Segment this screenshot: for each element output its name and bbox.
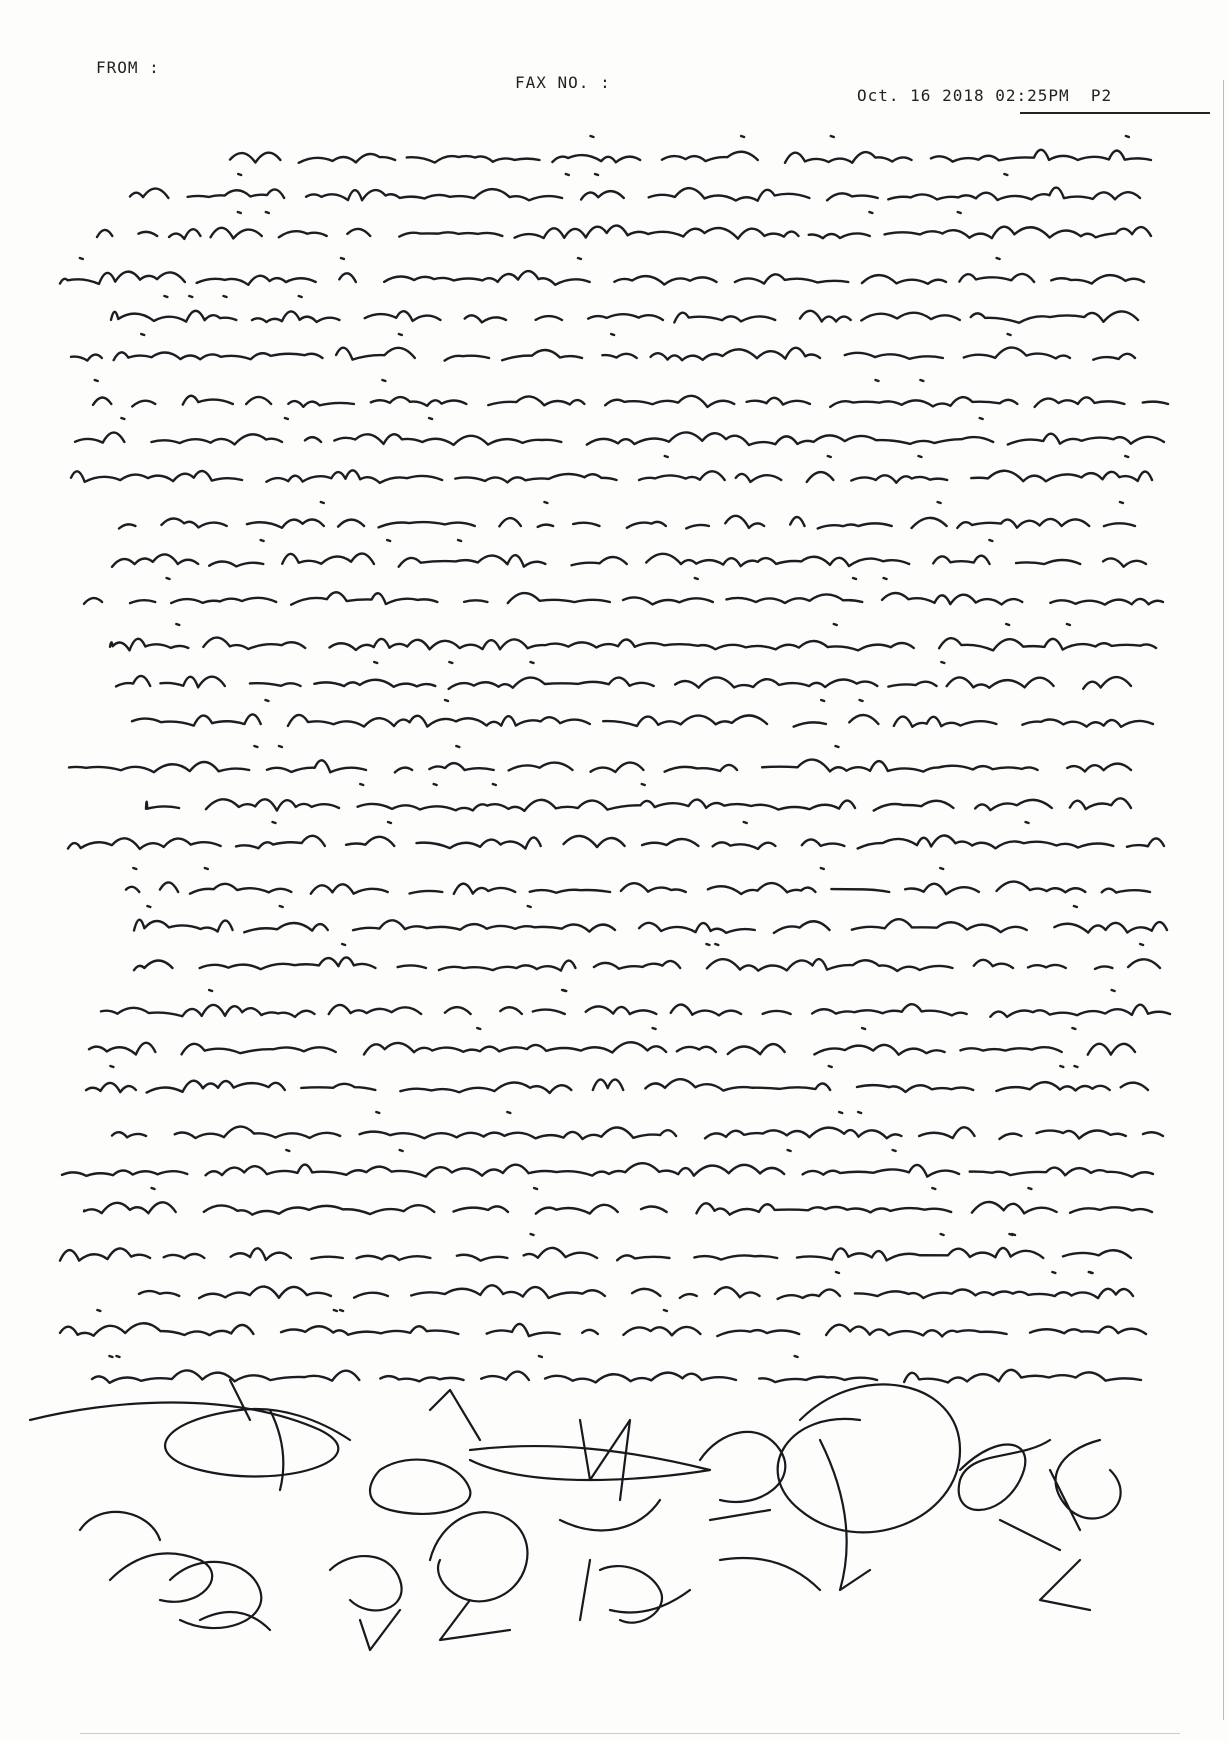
fax-from-label: FROM : (96, 58, 160, 77)
signature-3 (778, 1384, 960, 1590)
signature-12 (330, 1556, 402, 1650)
fax-date-time: Oct. 16 2018 02:25PM (857, 86, 1070, 105)
fax-number-label: FAX NO. : (515, 73, 611, 92)
signature-2 (959, 1440, 1050, 1510)
signature-8 (30, 1403, 350, 1477)
signature-10 (80, 1512, 212, 1602)
signature-11 (170, 1562, 270, 1630)
signature-6 (370, 1460, 470, 1514)
fax-page-number: P2 (1090, 86, 1113, 105)
signature-1 (1000, 1440, 1121, 1610)
signature-5 (560, 1420, 660, 1530)
signature-13 (430, 1512, 527, 1640)
signature-9 (230, 1380, 283, 1490)
signature-7 (430, 1390, 710, 1480)
signature-14 (580, 1560, 690, 1623)
